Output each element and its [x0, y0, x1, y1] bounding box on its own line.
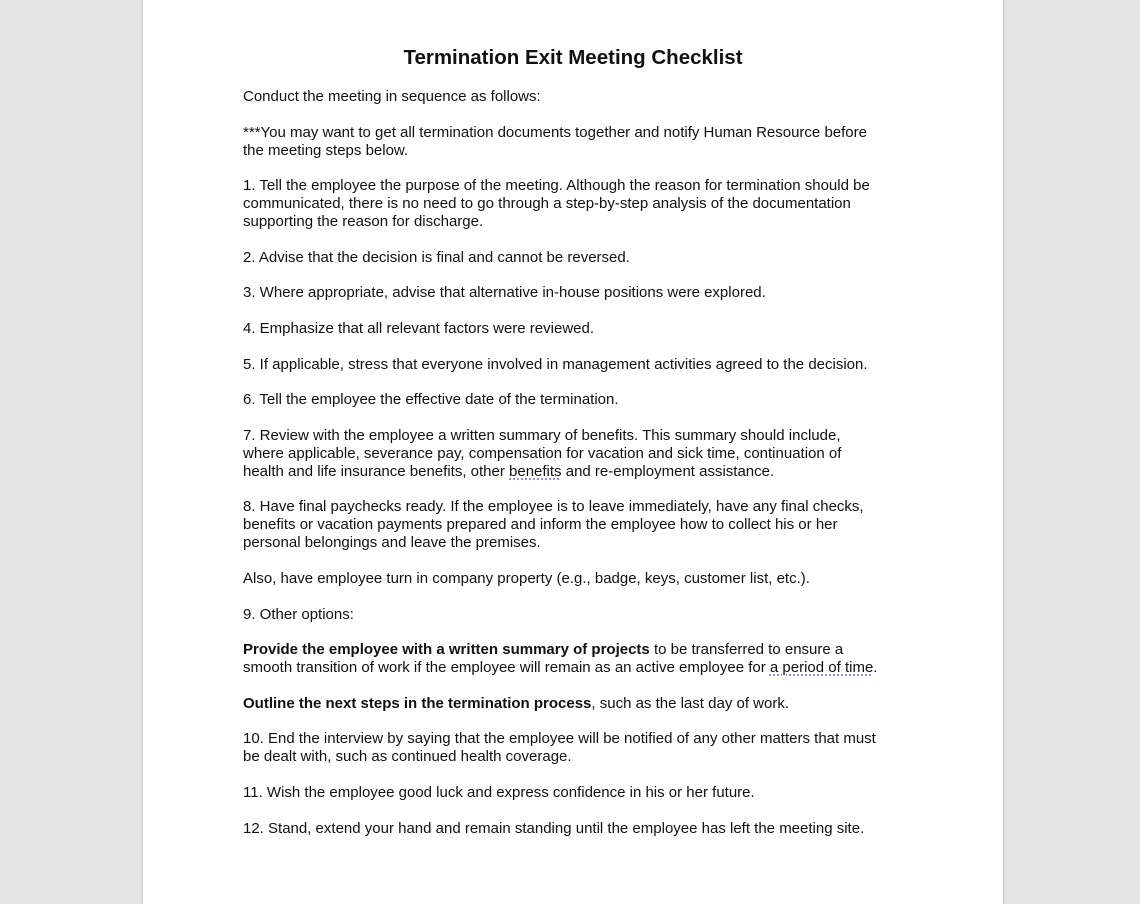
- text-segment: 3. Where appropriate, advise that alternative in-house positions were explored.: [243, 284, 766, 302]
- text-segment: communicated, there is no need to go through a step-by-step analysis of the documentation: [243, 195, 851, 213]
- paragraph: [243, 177, 943, 231]
- text-segment: 2. Advise that the decision is final and cannot be reversed.: [243, 248, 630, 266]
- text-line: [243, 320, 943, 338]
- text-line: [243, 356, 943, 374]
- text-segment: 10. End the interview by saying that the employee will be notified of any other matters that must: [243, 730, 876, 748]
- text-segment: personal belongings and leave the premises.: [243, 534, 541, 552]
- text-segment: smooth transition of work if the employee will remain as an active employee for: [243, 659, 770, 677]
- text-line: [243, 730, 943, 748]
- paragraph: [243, 391, 943, 409]
- text-line: [243, 570, 943, 588]
- text-line: [243, 391, 943, 409]
- paragraph: [243, 641, 943, 677]
- text-line: [243, 498, 943, 516]
- text-segment: 12. Stand, extend your hand and remain standing until the employee has left the meeting site.: [243, 819, 865, 837]
- text-segment: the meeting steps below.: [243, 141, 409, 159]
- text-line: [243, 177, 943, 195]
- text-line: [243, 463, 943, 481]
- text-segment: 1. Tell the employee the purpose of the meeting. Although the reason for termination should be: [243, 177, 870, 195]
- text-segment: to be transferred to ensure a: [649, 641, 844, 659]
- text-line: [243, 213, 943, 231]
- text-segment: 7. Review with the employee a written summary of benefits. This summary should include,: [243, 426, 841, 444]
- text-line: [243, 695, 943, 713]
- text-line: [243, 606, 943, 624]
- text-line: [243, 534, 943, 552]
- paragraph: [243, 784, 943, 802]
- spellcheck-underlined-text: benefits: [509, 462, 562, 480]
- bold-text: Provide the employee with a written summary of projects: [243, 641, 650, 659]
- text-segment: be dealt with, such as continued health coverage.: [243, 748, 572, 766]
- document-title: Termination Exit Meeting Checklist: [403, 46, 743, 69]
- text-segment: 9. Other options:: [243, 605, 354, 623]
- paragraph: [243, 570, 943, 588]
- text-segment: benefits or vacation payments prepared and inform the employee how to collect his or her: [243, 516, 838, 534]
- paragraph: [243, 498, 943, 552]
- paragraph: [243, 284, 943, 302]
- document-page: [142, 0, 1004, 904]
- paragraph: [243, 427, 943, 481]
- text-segment: 5. If applicable, stress that everyone involved in management activities agreed to the decision.: [243, 355, 868, 373]
- paragraph: [243, 124, 943, 160]
- text-segment: 8. Have final paychecks ready. If the employee is to leave immediately, have any final checks,: [243, 498, 864, 516]
- text-line: [243, 820, 943, 838]
- text-line: [243, 249, 943, 267]
- bold-text: Outline the next steps in the termination process: [243, 694, 592, 712]
- text-segment: 11. Wish the employee good luck and express confidence in his or her future.: [243, 783, 755, 801]
- text-segment: Conduct the meeting in sequence as follows:: [243, 88, 541, 105]
- text-line: [243, 784, 943, 802]
- paragraph: [243, 820, 943, 838]
- document-body: [243, 88, 943, 855]
- text-segment: supporting the reason for discharge.: [243, 213, 484, 231]
- paragraph: [243, 356, 943, 374]
- paragraph: [243, 320, 943, 338]
- paragraph: [243, 730, 943, 766]
- paragraph: [243, 606, 943, 624]
- text-line: [243, 445, 943, 463]
- text-line: [243, 748, 943, 766]
- text-line: [243, 88, 943, 106]
- text-segment: where applicable, severance pay, compensation for vacation and sick time, continuation of: [243, 444, 842, 462]
- paragraph: [243, 249, 943, 267]
- text-segment: 4. Emphasize that all relevant factors were reviewed.: [243, 319, 594, 337]
- text-segment: and re-employment assistance.: [561, 462, 775, 480]
- paragraph: [243, 695, 943, 713]
- text-line: [243, 124, 943, 142]
- text-line: [243, 142, 943, 160]
- text-line: [243, 427, 943, 445]
- text-line: [243, 659, 943, 677]
- text-segment: ***You may want to get all termination documents together and notify Human Resource before: [243, 123, 867, 141]
- text-line: [243, 641, 943, 659]
- paragraph: [243, 88, 943, 106]
- text-segment: 6. Tell the employee the effective date of the termination.: [243, 391, 619, 409]
- text-segment: health and life insurance benefits, other: [243, 462, 510, 480]
- text-segment: .: [873, 659, 878, 677]
- text-line: [243, 284, 943, 302]
- text-line: [243, 516, 943, 534]
- text-segment: , such as the last day of work.: [591, 694, 789, 712]
- spellcheck-underlined-text: a period of time: [769, 659, 874, 677]
- text-line: [243, 195, 943, 213]
- text-segment: Also, have employee turn in company property (e.g., badge, keys, customer list, etc.).: [243, 569, 810, 587]
